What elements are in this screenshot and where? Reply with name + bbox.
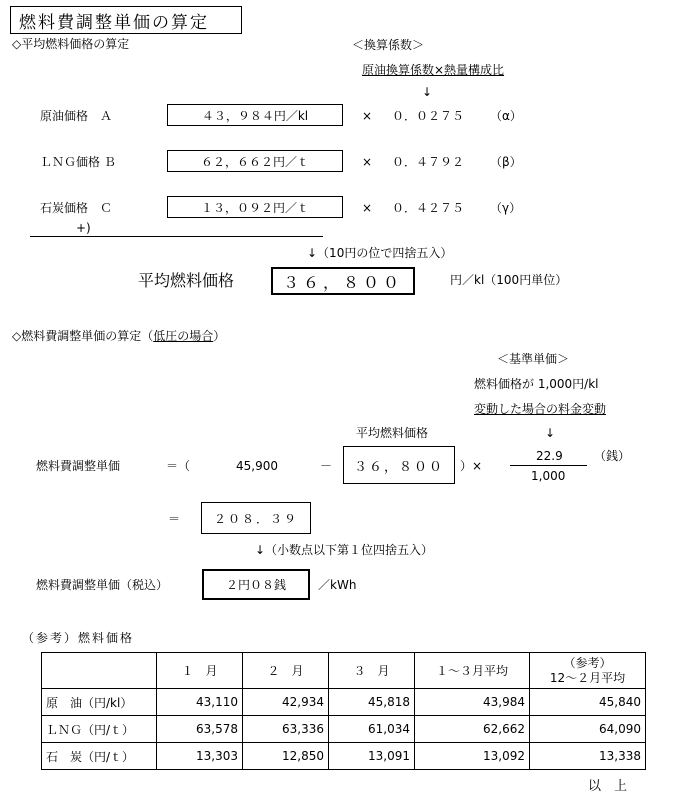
fuel-label-crude: 原油価格 Ａ bbox=[40, 109, 113, 123]
reference-table bbox=[41, 652, 646, 770]
greek-beta: （β） bbox=[490, 155, 522, 169]
document-title-box bbox=[10, 6, 242, 34]
coef-gamma: ０．４２７５ bbox=[392, 201, 465, 215]
fuel-price-crude: ４３，９８４円／kl bbox=[167, 104, 343, 126]
document-title: 燃料費調整単価の算定 bbox=[19, 12, 209, 33]
sen-unit: （銭） bbox=[594, 449, 631, 463]
avg-fuel-unit: 円／kl（100円単位） bbox=[450, 273, 568, 287]
table-row bbox=[42, 689, 646, 716]
section2-heading: ◇燃料費調整単価の算定（低圧の場合） bbox=[12, 329, 226, 343]
conversion-header: ＜換算係数＞ bbox=[352, 38, 425, 52]
avg-fuel-value: ３６，８００ bbox=[271, 267, 415, 295]
fuel-price-coal: １３，０９２円／ｔ bbox=[167, 196, 343, 218]
table-cell: 13,091 bbox=[329, 743, 415, 770]
greek-alpha: （α） bbox=[490, 109, 522, 123]
row-label: 石 炭（円/ｔ） bbox=[42, 743, 157, 770]
tax-included-value: ２円０８銭 bbox=[202, 569, 310, 600]
table-cell: 45,818 bbox=[329, 689, 415, 716]
table-row bbox=[42, 743, 646, 770]
sum-line bbox=[30, 236, 323, 237]
equals-sign: ＝ bbox=[168, 512, 181, 526]
coef-alpha: ０．０２７５ bbox=[392, 109, 465, 123]
fraction-denominator: 1,000 bbox=[531, 469, 566, 483]
round-note: ↓（10円の位で四捨五入） bbox=[307, 246, 453, 260]
fraction-numerator: 22.9 bbox=[536, 449, 563, 463]
reference-heading: （参考）燃料価格 bbox=[22, 631, 135, 645]
table-cell: 13,338 bbox=[530, 743, 646, 770]
avg-fuel-caption: 平均燃料価格 bbox=[356, 426, 429, 440]
base-unit-header: ＜基準単価＞ bbox=[497, 352, 570, 366]
times-sign: × bbox=[362, 201, 373, 215]
fraction-bar bbox=[510, 465, 587, 466]
avg-fuel-label: 平均燃料価格 bbox=[138, 271, 235, 290]
table-cell: 43,984 bbox=[415, 689, 530, 716]
end-mark: 以 上 bbox=[588, 779, 628, 794]
row-label: ＬＮＧ（円/ｔ） bbox=[42, 716, 157, 743]
result-value: ２０８．３９ bbox=[201, 502, 311, 534]
adjustment-unit-label: 燃料費調整単価 bbox=[36, 459, 121, 473]
table-cell: 13,303 bbox=[157, 743, 243, 770]
fuel-label-coal: 石炭価格 Ｃ bbox=[40, 201, 113, 215]
base-value: 45,900 bbox=[236, 459, 278, 473]
table-header-cell: ３ 月 bbox=[329, 653, 415, 689]
table-header-cell bbox=[42, 653, 157, 689]
table-cell: 63,336 bbox=[243, 716, 329, 743]
avg-fuel-value-box: ３６，８００ bbox=[343, 446, 455, 484]
fuel-price-lng: ６２，６６２円／ｔ bbox=[167, 150, 343, 172]
base-unit-line1: 燃料価格が 1,000円/kl bbox=[474, 377, 599, 391]
table-header-row bbox=[42, 653, 646, 689]
table-cell: 63,578 bbox=[157, 716, 243, 743]
tax-included-label: 燃料費調整単価（税込） bbox=[36, 578, 169, 592]
table-header-cell: ２ 月 bbox=[243, 653, 329, 689]
table-header-cell: １ 月 bbox=[157, 653, 243, 689]
table-row bbox=[42, 716, 646, 743]
down-arrow-icon: ↓ bbox=[545, 426, 556, 440]
table-cell: 42,934 bbox=[243, 689, 329, 716]
times-sign: × bbox=[362, 109, 373, 123]
table-cell: 12,850 bbox=[243, 743, 329, 770]
table-header-cell: １～３月平均 bbox=[415, 653, 530, 689]
table-cell: 62,662 bbox=[415, 716, 530, 743]
base-unit-line2: 変動した場合の料金変動 bbox=[474, 402, 607, 416]
fuel-label-lng: ＬＮＧ価格 Ｂ bbox=[40, 155, 116, 169]
section1-heading: ◇平均燃料価格の算定 bbox=[12, 37, 130, 51]
row-label: 原 油（円/kl） bbox=[42, 689, 157, 716]
table-cell: 13,092 bbox=[415, 743, 530, 770]
table-header-cell-ref: （参考） 12～２月平均 bbox=[530, 653, 646, 689]
greek-gamma: （γ） bbox=[490, 201, 522, 215]
round-note-2: ↓（小数点以下第１位四捨五入） bbox=[255, 543, 434, 557]
tax-included-unit: ／kWh bbox=[318, 578, 357, 592]
table-cell: 45,840 bbox=[530, 689, 646, 716]
plus-sign: +) bbox=[76, 221, 91, 235]
table-cell: 61,034 bbox=[329, 716, 415, 743]
down-arrow-icon: ↓ bbox=[422, 85, 433, 99]
coef-beta: ０．４７９２ bbox=[392, 155, 465, 169]
conversion-subheader: 原油換算係数×熱量構成比 bbox=[362, 63, 505, 77]
minus-sign: － bbox=[320, 459, 333, 473]
equals-open-paren: ＝（ bbox=[166, 459, 191, 473]
table-cell: 43,110 bbox=[157, 689, 243, 716]
times-sign: × bbox=[362, 155, 373, 169]
table-cell: 64,090 bbox=[530, 716, 646, 743]
close-paren-times: ）× bbox=[460, 459, 483, 473]
